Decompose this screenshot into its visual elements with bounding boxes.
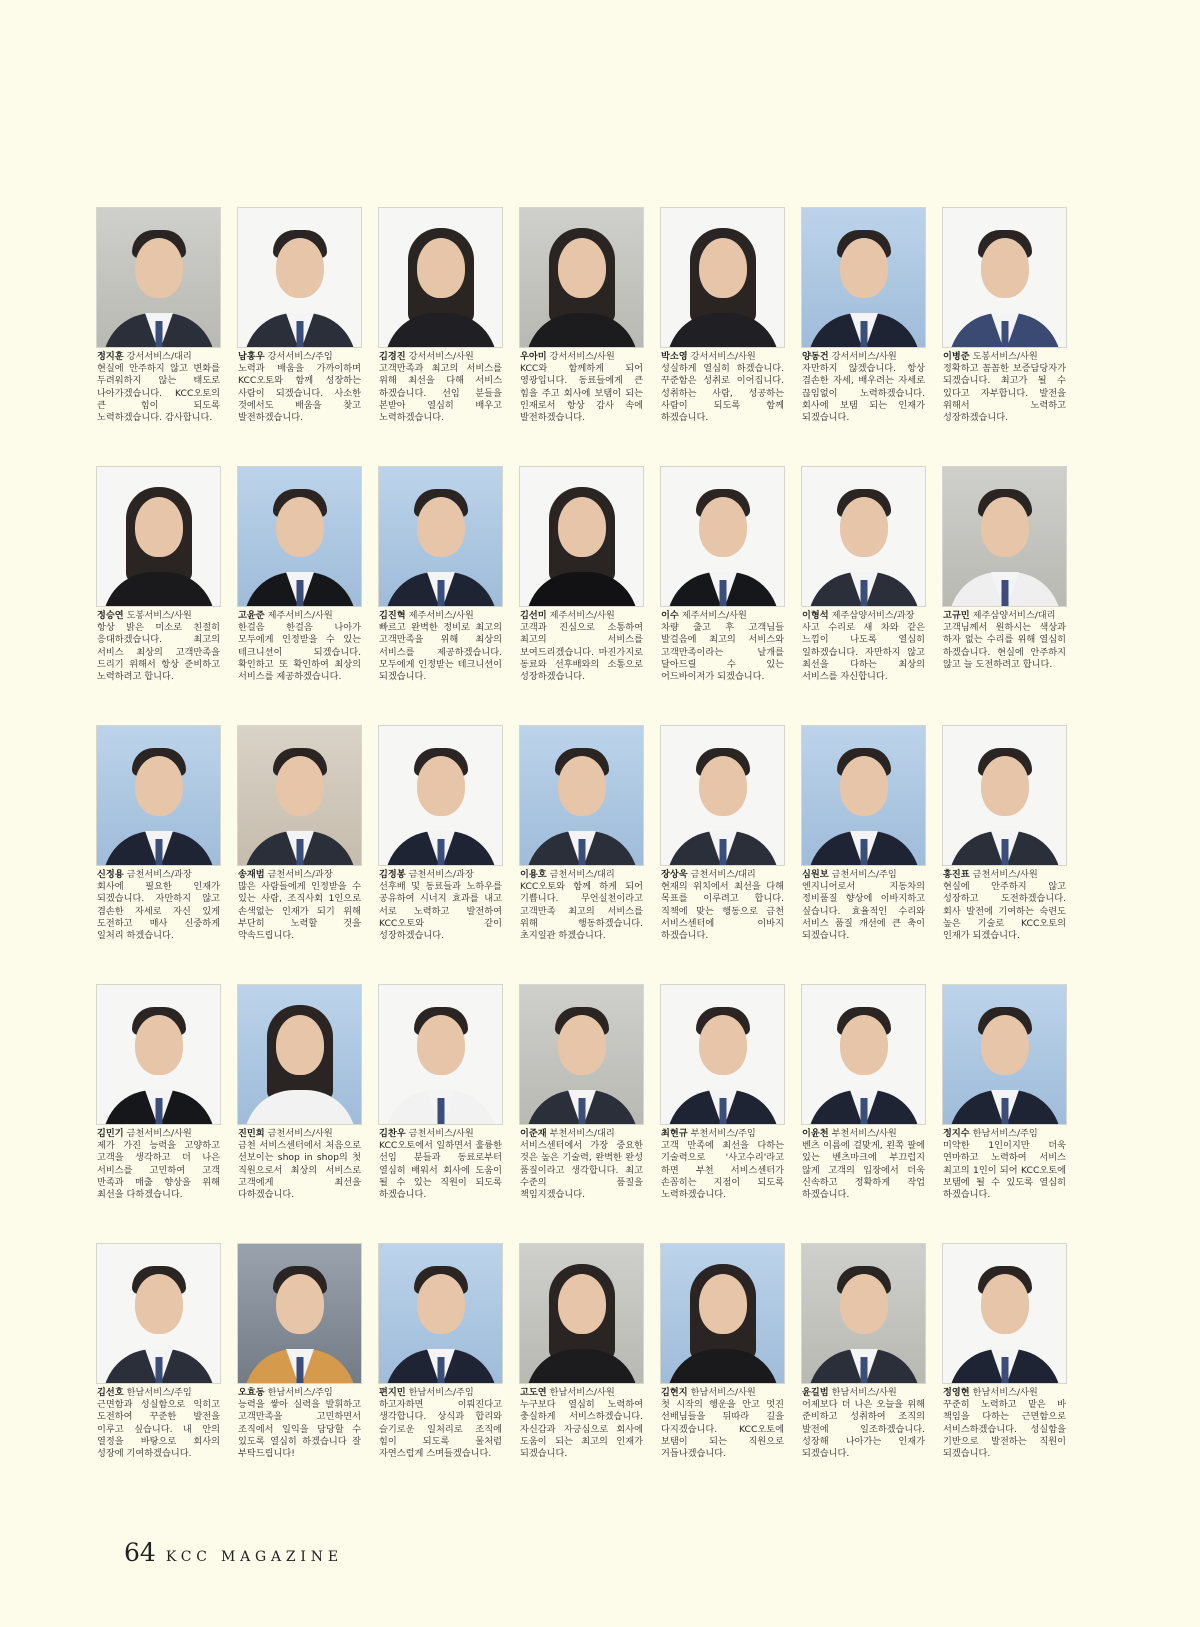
- employee-photo: [520, 1244, 643, 1383]
- employee-photo: [943, 1244, 1066, 1383]
- employee-photo: [802, 1244, 925, 1383]
- employee-name: 홍진표: [943, 869, 970, 880]
- employee-department: 금천서비스/과장: [126, 869, 192, 880]
- employee-photo: [97, 726, 220, 865]
- employee-message: KCC와 함께하게 되어 영광입니다. 동료들에게 큰 힘을 주고 회사에 보탬이 되는 인재로서 항상 감사 속에 발전하겠습니다.: [520, 363, 643, 424]
- employee-name: 김민기: [97, 1128, 124, 1139]
- employee-caption: [97, 610, 220, 683]
- employee-message: 고객 만족에 최선을 다하는 기술력으로 '사고수리'라고 하면 부천 서비스센터가 손꼽히는 지점이 되도록 노력하겠습니다.: [661, 1140, 784, 1201]
- employee-caption: [379, 1387, 502, 1460]
- employee-name: 이윤천: [802, 1128, 829, 1139]
- employee-photo: [97, 1244, 220, 1383]
- employee-caption: [379, 610, 502, 683]
- employee-message: 하고자하면 이뤄진다고 생각합니다. 상식과 합리와 슬기로운 일처리로 조직에 힘이 되도록 물처럼 자연스럽게 스며들겠습니다.: [379, 1399, 502, 1460]
- employee-name: 심원보: [802, 869, 829, 880]
- employee-card: [97, 467, 220, 726]
- employee-message: 고객만족과 최고의 서비스를 위해 최선을 다해 서비스 하겠습니다. 선임 분들을 본받아 열심히 배우고 노력하겠습니다.: [379, 363, 502, 424]
- employee-photo: [943, 985, 1066, 1124]
- employee-department: 한남서비스/사원: [972, 1387, 1038, 1398]
- employee-name: 고윤준: [238, 610, 265, 621]
- employee-message: 누구보다 열심히 노력하여 충실하게 서비스하겠습니다. 자신감과 자긍심으로 회사에 도움이 되는 최고의 인재가 되겠습니다.: [520, 1399, 643, 1460]
- employee-message: 꾸준히 노력하고 맡은 바 책임을 다하는 근면함으로 서비스하겠습니다. 성실함을 기반으로 발전하는 직원이 되겠습니다.: [943, 1399, 1066, 1460]
- employee-name: 장상욱: [661, 869, 688, 880]
- employee-card: [943, 726, 1066, 985]
- employee-message: 현재의 위치에서 최선을 다해 목표를 이루려고 합니다. 직책에 맞는 행동으로 금천 서비스센터에 이바지 하겠습니다.: [661, 881, 784, 942]
- employee-photo: [97, 467, 220, 606]
- employee-department: 강서서비스/사원: [549, 351, 615, 362]
- employee-message: 한걸음 한걸음 나아가 모두에게 인정받을 수 있는 테크니션이 되겠습니다. 확인하고 또 확인하여 최상의 서비스를 제공하겠습니다.: [238, 622, 361, 683]
- employee-card: [661, 467, 784, 726]
- employee-caption: [661, 1387, 784, 1460]
- employee-name: 윤길범: [802, 1387, 829, 1398]
- employee-name: 편지민: [379, 1387, 406, 1398]
- employee-name: 남홍우: [238, 351, 265, 362]
- employee-department: 제주서비스/사원: [549, 610, 615, 621]
- employee-card: [238, 726, 361, 985]
- employee-photo: [802, 985, 925, 1124]
- employee-photo: [520, 726, 643, 865]
- employee-card: [238, 208, 361, 467]
- employee-department: 한남서비스/주임: [408, 1387, 474, 1398]
- employee-caption: [802, 351, 925, 424]
- employee-message: 차량 출고 후 고객님들 발걸음에 최고의 서비스와 고객만족이라는 날개를 달아드릴 수 있는 어드바이저가 되겠습니다.: [661, 622, 784, 683]
- employee-photo: [238, 985, 361, 1124]
- employee-message: 미약한 1인이지만 더욱 연마하고 노력하여 서비스 최고의 1인이 되어 KCC오토에 보탬에 될 수 있도록 열심히 하겠습니다.: [943, 1140, 1066, 1201]
- employee-card: [379, 1244, 502, 1503]
- employee-card: [238, 467, 361, 726]
- employee-card: [943, 985, 1066, 1244]
- employee-caption: [379, 351, 502, 424]
- employee-caption: [520, 1387, 643, 1460]
- employee-card: [943, 208, 1066, 467]
- employee-caption: [802, 869, 925, 942]
- page-number: 64: [124, 1538, 156, 1567]
- employee-message: 항상 밝은 미소로 친절히 응대하겠습니다. 최고의 서비스 최상의 고객만족을 드리기 위해서 항상 준비하고 노력하려고 합니다.: [97, 622, 220, 683]
- employee-message: 제가 가진 능력을 고양하고 고객을 생각하고 더 나은 서비스를 고민하여 고객 만족과 매출 향상을 위해 최선을 다하겠습니다.: [97, 1140, 220, 1201]
- employee-card: [379, 208, 502, 467]
- employee-department: 부천서비스/사원: [831, 1128, 897, 1139]
- employee-card: [802, 208, 925, 467]
- employee-photo: [661, 985, 784, 1124]
- employee-department: 제주삼양서비스/과장: [831, 610, 915, 621]
- employee-message: 첫 시작의 행운을 안고 멋진 선배님들을 뒤따라 길을 다지겠습니다. KCC오토에 보탬이 되는 직원으로 거듭나겠습니다.: [661, 1399, 784, 1460]
- employee-name: 정승연: [97, 610, 124, 621]
- employee-name: 김진혁: [379, 610, 406, 621]
- employee-photo: [379, 208, 502, 347]
- employee-message: 금천 서비스센터에서 처음으로 선보이는 shop in shop의 첫 직원으로서 최상의 서비스로 고객에게 최선을 다하겠습니다.: [238, 1140, 361, 1201]
- employee-photo: [379, 726, 502, 865]
- employee-name: 고도연: [520, 1387, 547, 1398]
- employee-photo: [661, 467, 784, 606]
- employee-card: [520, 208, 643, 467]
- employee-message: 자만하지 않겠습니다. 항상 겸손한 자세, 배우려는 자세로 끊임없이 노력하겠습니다. 회사에 보탬 되는 인재가 되겠습니다.: [802, 363, 925, 424]
- employee-name: 이준재: [520, 1128, 547, 1139]
- employee-department: 제주서비스/사원: [408, 610, 474, 621]
- employee-photo: [661, 726, 784, 865]
- employee-card: [97, 726, 220, 985]
- employee-card: [943, 467, 1066, 726]
- employee-caption: [802, 1387, 925, 1460]
- employee-department: 금천서비스/대리: [690, 869, 756, 880]
- employee-department: 한남서비스/사원: [690, 1387, 756, 1398]
- employee-card: [802, 726, 925, 985]
- employee-photo: [238, 467, 361, 606]
- employee-caption: [943, 351, 1066, 424]
- employee-photo: [802, 208, 925, 347]
- employee-caption: [520, 351, 643, 424]
- employee-caption: [802, 1128, 925, 1201]
- employee-department: 금천서비스/사원: [408, 1128, 474, 1139]
- employee-name: 정영현: [943, 1387, 970, 1398]
- employee-message: 고객님께서 원하시는 색상과 하자 없는 수리를 위해 열심히 하겠습니다. 현실에 안주하지 않고 늘 도전하려고 합니다.: [943, 622, 1066, 670]
- employee-photo: [97, 208, 220, 347]
- employee-photo: [238, 208, 361, 347]
- employee-name: 진민희: [238, 1128, 265, 1139]
- employee-message: 현실에 안주하지 않고 성장하고 도전하겠습니다. 회사 발전에 기여하는 숙련도 높은 기술로 KCC오토의 인재가 되겠습니다.: [943, 881, 1066, 942]
- employee-name: 김선호: [97, 1387, 124, 1398]
- page-footer: [124, 1538, 343, 1567]
- employee-grid: [97, 208, 1066, 1503]
- employee-name: 이병준: [943, 351, 970, 362]
- employee-message: 현실에 안주하지 않고 변화를 두려워하지 않는 태도로 나아가겠습니다. KCC오토의 큰 힘이 되도록 노력하겠습니다. 감사합니다.: [97, 363, 220, 424]
- employee-department: 한남서비스/주임: [267, 1387, 333, 1398]
- employee-card: [661, 726, 784, 985]
- employee-caption: [238, 1387, 361, 1460]
- employee-department: 강서서비스/사원: [690, 351, 756, 362]
- employee-message: 서비스센터에서 가장 중요한 것은 높은 기술력, 완벽한 완성 품질이라고 생각합니다. 최고 수준의 품질을 책임지겠습니다.: [520, 1140, 643, 1201]
- employee-photo: [238, 726, 361, 865]
- employee-department: 금천서비스/사원: [267, 1128, 333, 1139]
- employee-caption: [943, 1128, 1066, 1201]
- employee-name: 이형석: [802, 610, 829, 621]
- employee-name: 김정봉: [379, 869, 406, 880]
- employee-card: [802, 985, 925, 1244]
- employee-department: 부천서비스/주임: [690, 1128, 756, 1139]
- employee-photo: [802, 726, 925, 865]
- employee-message: 노력과 배움을 가까이하며 KCC오토와 함께 성장하는 사람이 되겠습니다. 사소한 것에서도 배움을 찾고 발전하겠습니다.: [238, 363, 361, 424]
- employee-photo: [943, 208, 1066, 347]
- employee-card: [802, 467, 925, 726]
- employee-name: 박소영: [661, 351, 688, 362]
- employee-caption: [943, 869, 1066, 942]
- employee-name: 고규민: [943, 610, 970, 621]
- employee-photo: [661, 208, 784, 347]
- employee-caption: [661, 610, 784, 683]
- employee-caption: [238, 869, 361, 942]
- employee-name: 양동건: [802, 351, 829, 362]
- employee-photo: [238, 1244, 361, 1383]
- employee-department: 제주서비스/사원: [267, 610, 333, 621]
- employee-department: 강서서비스/대리: [126, 351, 192, 362]
- employee-message: 근면함과 성실함으로 익히고 도전하여 꾸준한 발전을 이루고 싶습니다. 내 안의 열정을 바탕으로 회사의 성장에 기여하겠습니다.: [97, 1399, 220, 1460]
- employee-card: [802, 1244, 925, 1503]
- employee-photo: [943, 726, 1066, 865]
- employee-message: 사고 수리로 새 차와 같은 느낌이 나도록 열심히 일하겠습니다. 자만하지 않고 최선을 다하는 최상의 서비스를 자신합니다.: [802, 622, 925, 683]
- employee-department: 금천서비스/대리: [549, 869, 615, 880]
- employee-department: 한남서비스/주임: [126, 1387, 192, 1398]
- employee-caption: [97, 1128, 220, 1201]
- employee-card: [520, 985, 643, 1244]
- employee-caption: [238, 351, 361, 424]
- employee-department: 도봉서비스/사원: [126, 610, 192, 621]
- employee-message: KCC오토에서 일하면서 훌륭한 선임 분들과 동료로부터 열심히 배워서 회사에 도움이 될 수 있는 직원이 되도록 하겠습니다.: [379, 1140, 502, 1201]
- employee-department: 제주서비스/사원: [681, 610, 747, 621]
- employee-card: [97, 208, 220, 467]
- employee-name: 최현규: [661, 1128, 688, 1139]
- employee-message: 정확하고 꼼꼼한 보증담당자가 되겠습니다. 최고가 될 수 있다고 자부합니다. 발전을 위해서 노력하고 성장하겠습니다.: [943, 363, 1066, 424]
- employee-caption: [520, 869, 643, 942]
- employee-department: 강서서비스/사원: [831, 351, 897, 362]
- employee-department: 강서서비스/주임: [267, 351, 333, 362]
- employee-name: 정지수: [943, 1128, 970, 1139]
- employee-caption: [802, 610, 925, 683]
- employee-message: 벤츠 이름에 걸맞게, 왼쪽 팔에 있는 벤츠마크에 부끄럽지 않게 고객의 입장에서 더욱 신속하고 정확하게 작업 하겠습니다.: [802, 1140, 925, 1201]
- employee-photo: [943, 467, 1066, 606]
- employee-department: 금천서비스/사원: [972, 869, 1038, 880]
- employee-caption: [661, 869, 784, 942]
- employee-card: [520, 1244, 643, 1503]
- employee-name: 이용호: [520, 869, 547, 880]
- employee-department: 한남서비스/주임: [972, 1128, 1038, 1139]
- magazine-title: KCC MAGAZINE: [165, 1549, 343, 1565]
- employee-name: 이수: [661, 610, 679, 621]
- employee-card: [520, 467, 643, 726]
- employee-caption: [238, 610, 361, 683]
- employee-card: [97, 1244, 220, 1503]
- employee-name: 김경진: [379, 351, 406, 362]
- employee-message: 회사에 필요한 인재가 되겠습니다. 자만하지 않고 겸손한 자세로 자신 있게 도전하고 매사 신중하게 일처리 하겠습니다.: [97, 881, 220, 942]
- employee-department: 제주삼양서비스/대리: [972, 610, 1056, 621]
- employee-caption: [661, 1128, 784, 1201]
- employee-card: [661, 985, 784, 1244]
- employee-caption: [943, 1387, 1066, 1460]
- employee-department: 한남서비스/사원: [549, 1387, 615, 1398]
- employee-name: 우아미: [520, 351, 547, 362]
- employee-message: KCC오토와 함께 하게 되어 기쁩니다. 무언실천이라고 고객만족 최고의 서비스를 위해 행동하겠습니다. 초지일관 하겠습니다.: [520, 881, 643, 942]
- employee-caption: [520, 610, 643, 683]
- employee-photo: [661, 1244, 784, 1383]
- employee-name: 정지훈: [97, 351, 124, 362]
- employee-card: [379, 726, 502, 985]
- employee-name: 김선미: [520, 610, 547, 621]
- employee-department: 도봉서비스/사원: [972, 351, 1038, 362]
- employee-card: [379, 985, 502, 1244]
- employee-name: 오효동: [238, 1387, 265, 1398]
- employee-caption: [520, 1128, 643, 1201]
- employee-caption: [97, 351, 220, 424]
- employee-department: 금천서비스/주임: [831, 869, 897, 880]
- employee-caption: [97, 1387, 220, 1460]
- employee-photo: [520, 985, 643, 1124]
- employee-name: 김현지: [661, 1387, 688, 1398]
- employee-card: [238, 1244, 361, 1503]
- employee-message: 어제보다 더 나은 오늘을 위해 준비하고 성취하여 조직의 발전에 일조하겠습니다. 성장해 나아가는 인재가 되겠습니다.: [802, 1399, 925, 1460]
- employee-message: 선후배 및 동료들과 노하우를 공유하여 시너지 효과를 내고 서로 노력하고 발전하여 KCC오토와 같이 성장하겠습니다.: [379, 881, 502, 942]
- employee-message: 능력을 쌓아 실력을 발휘하고 고객만족을 고민하면서 조직에서 일익을 담당할 수 있도록 열심히 하겠습니다 잘 부탁드립니다!: [238, 1399, 361, 1460]
- employee-card: [943, 1244, 1066, 1503]
- employee-caption: [379, 869, 502, 942]
- employee-card: [97, 985, 220, 1244]
- employee-card: [661, 208, 784, 467]
- employee-department: 금천서비스/사원: [126, 1128, 192, 1139]
- employee-photo: [379, 467, 502, 606]
- employee-photo: [520, 208, 643, 347]
- employee-caption: [661, 351, 784, 424]
- employee-caption: [379, 1128, 502, 1201]
- employee-name: 김찬우: [379, 1128, 406, 1139]
- employee-photo: [379, 985, 502, 1124]
- employee-message: 고객과 진심으로 소통하여 최고의 서비스를 보여드리겠습니다. 마진가지로 동료와 선후배와의 소통으로 성장하겠습니다.: [520, 622, 643, 683]
- employee-photo: [802, 467, 925, 606]
- employee-photo: [97, 985, 220, 1124]
- employee-caption: [97, 869, 220, 942]
- employee-message: 엔지니어로서 지동차의 정비품질 향상에 이바지하고 싶습니다. 효율적인 수리와 서비스 품질 개선에 큰 축이 되겠습니다.: [802, 881, 925, 942]
- employee-name: 송재범: [238, 869, 265, 880]
- employee-message: 성실하게 열심히 하겠습니다. 꾸준함은 성취로 이어집니다. 성취하는 사람, 성공하는 사람이 되도록 함께 하겠습니다.: [661, 363, 784, 424]
- employee-card: [661, 1244, 784, 1503]
- employee-department: 금천서비스/과장: [408, 869, 474, 880]
- employee-photo: [379, 1244, 502, 1383]
- employee-card: [379, 467, 502, 726]
- employee-message: 빠르고 완벽한 정비로 최고의 고객만족을 위해 최상의 서비스를 제공하겠습니다. 모두에게 인정받는 테크니션이 되겠습니다.: [379, 622, 502, 683]
- employee-caption: [238, 1128, 361, 1201]
- employee-department: 한남서비스/사원: [831, 1387, 897, 1398]
- employee-caption: [943, 610, 1066, 671]
- employee-name: 신정용: [97, 869, 124, 880]
- employee-photo: [520, 467, 643, 606]
- employee-card: [238, 985, 361, 1244]
- employee-message: 많은 사람들에게 인정받을 수 있는 사람, 조직사회 1인으로 손색없는 인재가 되기 위해 부단히 노력할 것을 약속드립니다.: [238, 881, 361, 942]
- employee-card: [520, 726, 643, 985]
- employee-department: 금천서비스/과장: [267, 869, 333, 880]
- employee-department: 강서서비스/사원: [408, 351, 474, 362]
- employee-department: 부천서비스/대리: [549, 1128, 615, 1139]
